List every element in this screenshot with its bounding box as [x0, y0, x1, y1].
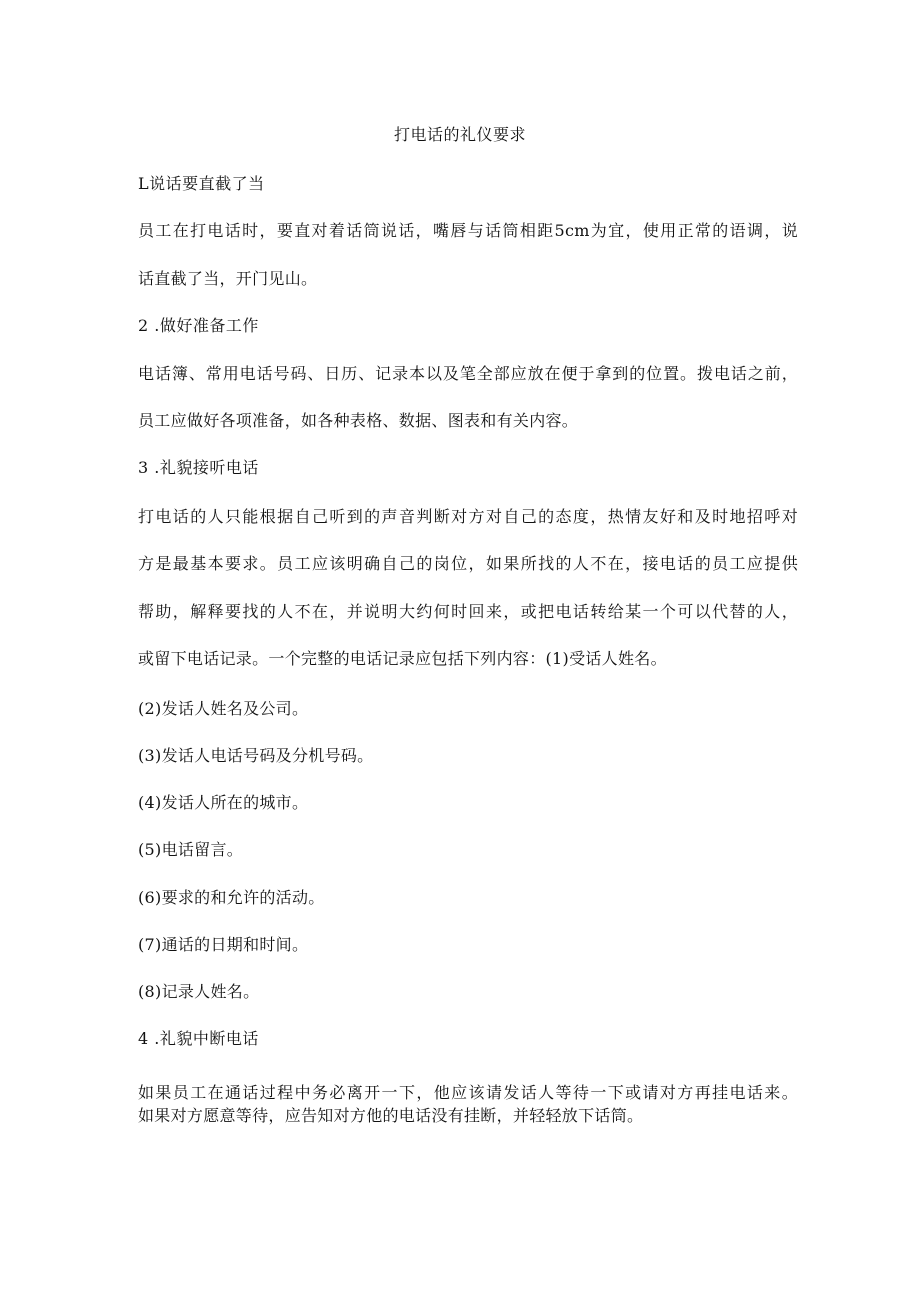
paragraph-line: 方是最基本要求。员工应该明确自己的岗位，如果所找的人不在，接电话的员工应提供: [138, 554, 798, 573]
paragraph-line: 电话簿、常用电话号码、日历、记录本以及笔全部应放在便于拿到的位置。拨电话之前，: [138, 364, 798, 383]
paragraph-line: 员工在打电话时，要直对着话筒说话，嘴唇与话筒相距5cm为宜，使用正常的语调，说: [138, 221, 798, 240]
list-item: (2)发话人姓名及公司。: [138, 699, 309, 718]
section-heading: L说话要直截了当: [138, 174, 265, 193]
section-heading: 4 .礼貌中断电话: [138, 1029, 259, 1048]
paragraph-line: 话直截了当，开门见山。: [138, 269, 318, 288]
section-heading: 2 .做好准备工作: [138, 316, 259, 335]
paragraph-line: 或留下电话记录。一个完整的电话记录应包括下列内容：(1)受话人姓名。: [138, 649, 667, 668]
paragraph-line: 如果员工在通话过程中务必离开一下，他应该请发话人等待一下或请对方再挂电话来。: [138, 1083, 798, 1102]
list-item: (4)发话人所在的城市。: [138, 793, 309, 812]
list-item: (3)发话人电话号码及分机号码。: [138, 746, 374, 765]
section-heading: 3 .礼貌接听电话: [138, 458, 259, 477]
paragraph-line: 员工应做好各项准备，如各种表格、数据、图表和有关内容。: [138, 411, 579, 430]
document-title: 打电话的礼仪要求: [393, 125, 526, 144]
list-item: (8)记录人姓名。: [138, 982, 260, 1001]
paragraph-line: 如果对方愿意等待，应告知对方他的电话没有挂断，并轻轻放下话筒。: [138, 1106, 644, 1125]
paragraph-line: 帮助，解释要找的人不在，并说明大约何时回来，或把电话转给某一个可以代替的人，: [138, 602, 798, 621]
paragraph-line: 打电话的人只能根据自己听到的声音判断对方对自己的态度，热情友好和及时地招呼对: [138, 507, 798, 526]
list-item: (6)要求的和允许的活动。: [138, 888, 325, 907]
list-item: (5)电话留言。: [138, 840, 244, 859]
list-item: (7)通话的日期和时间。: [138, 935, 309, 954]
